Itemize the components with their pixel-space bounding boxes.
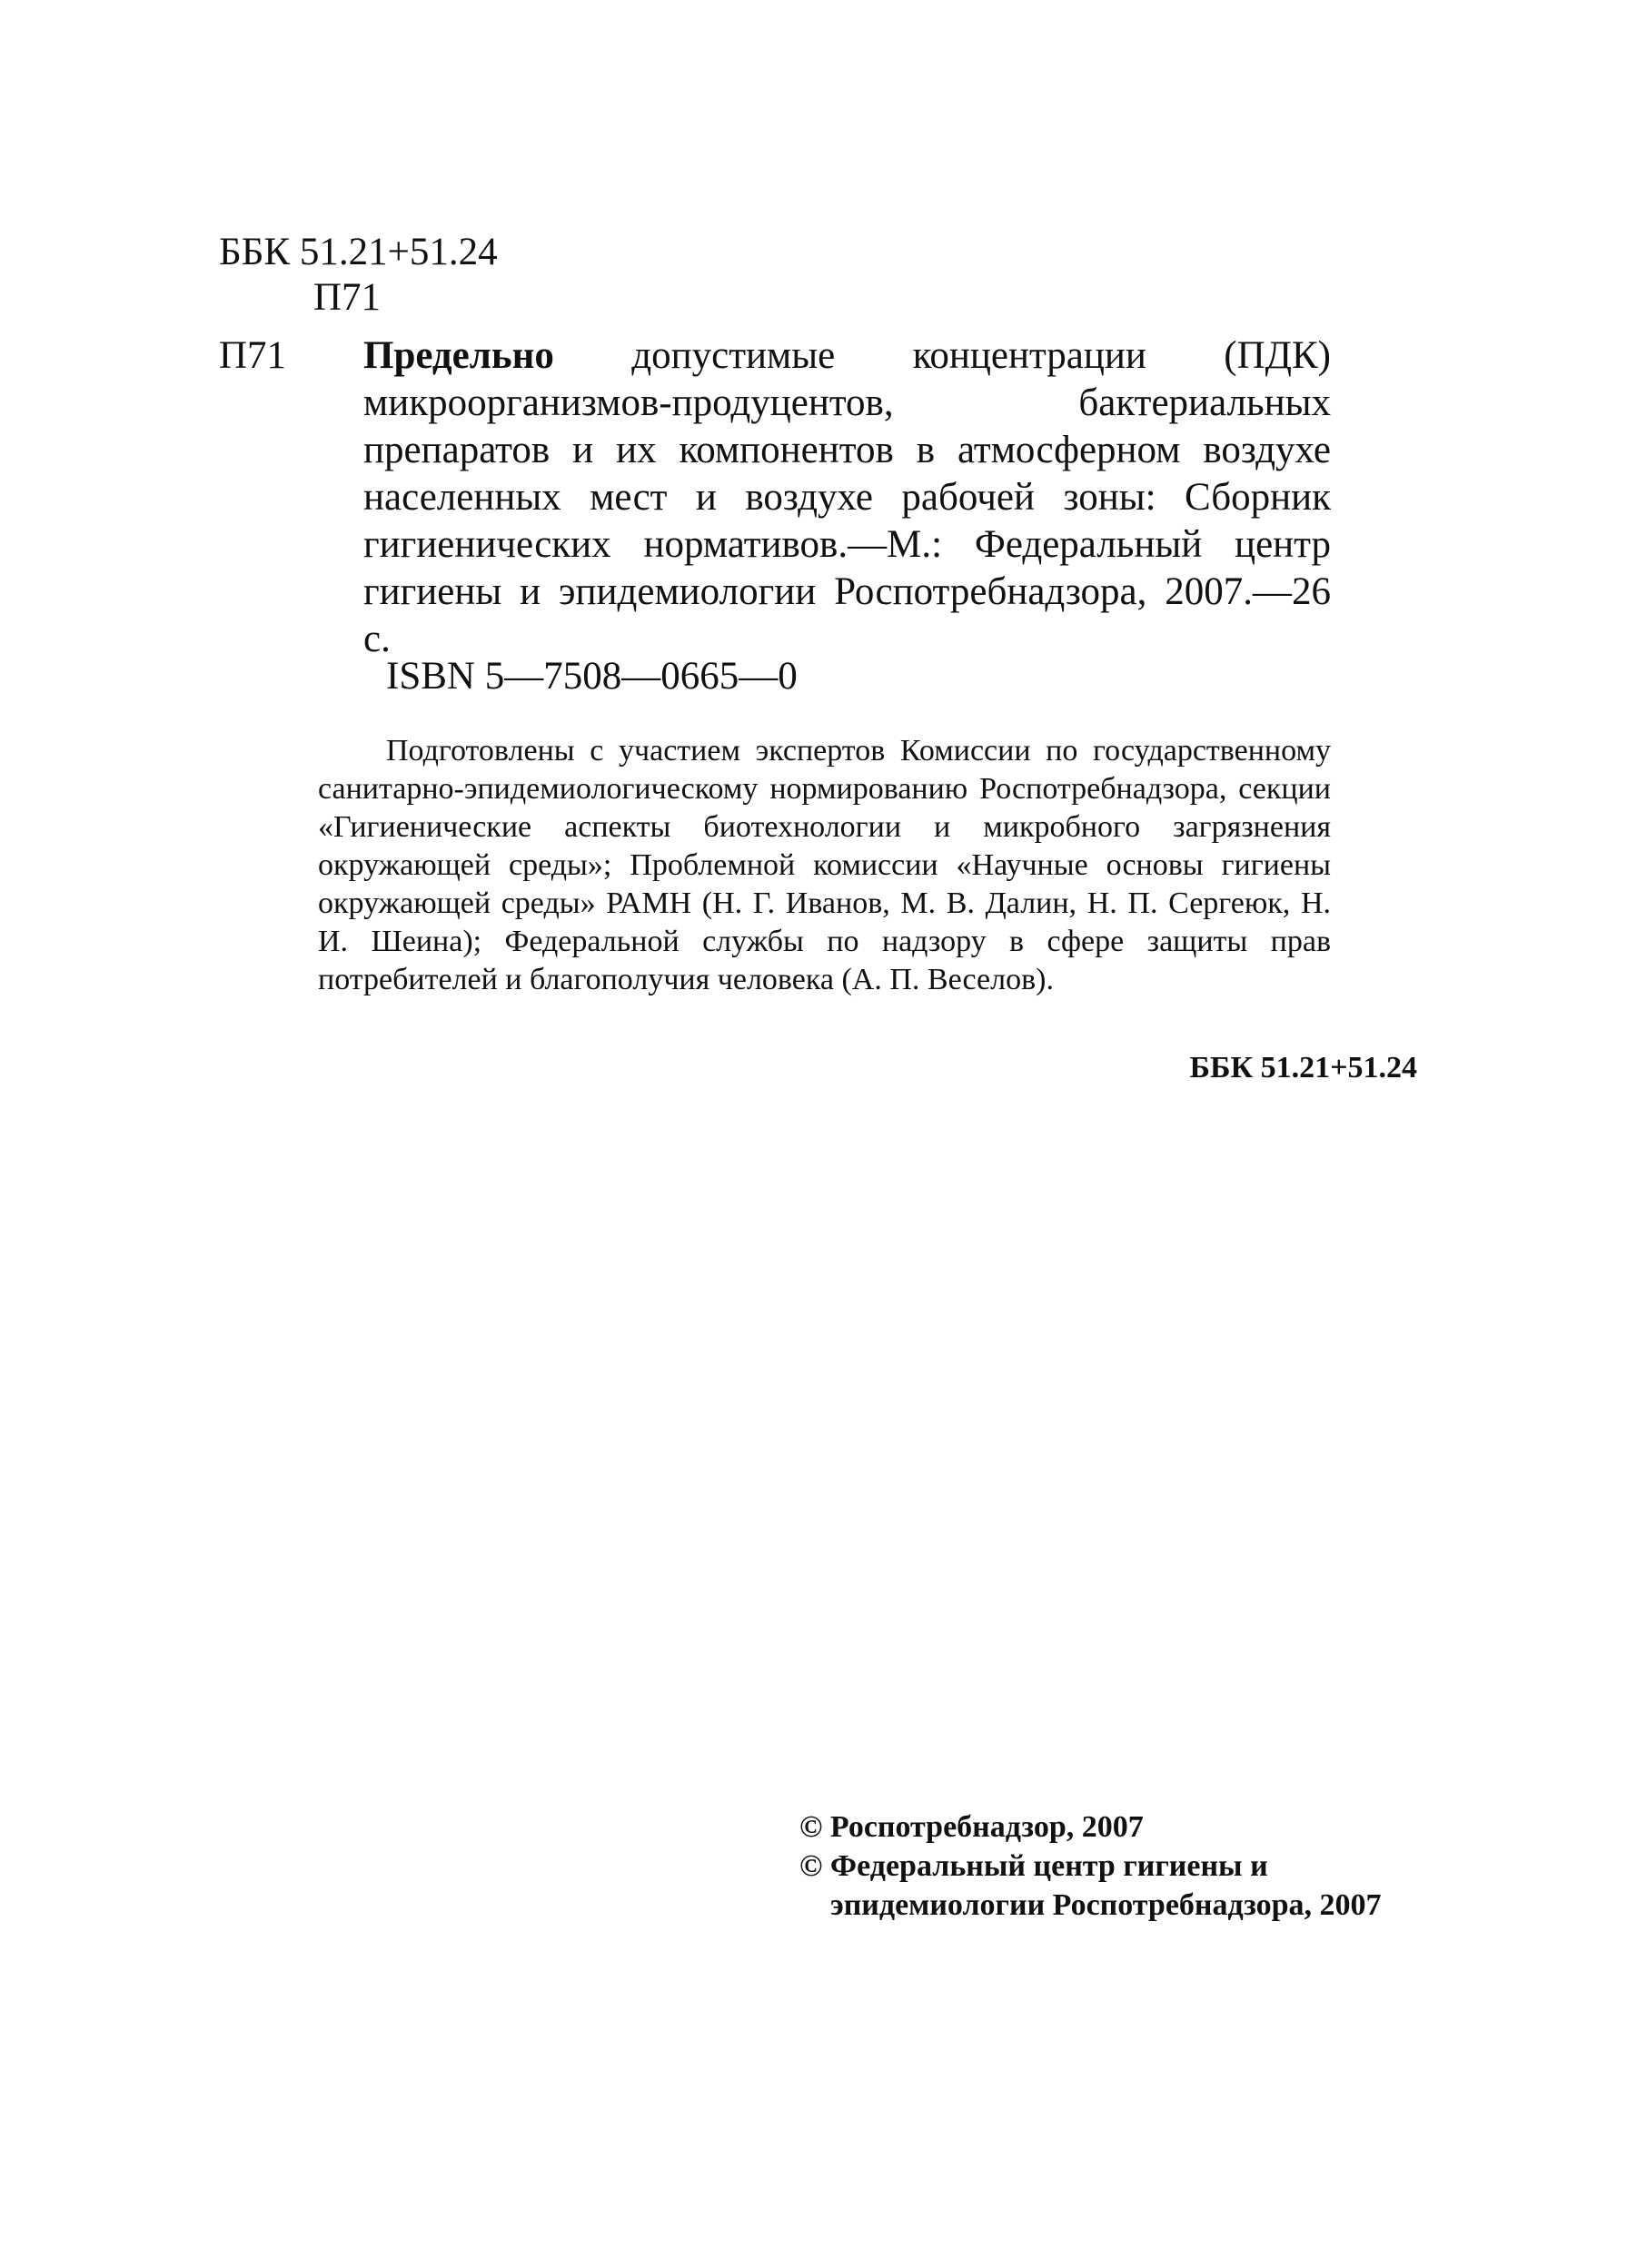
bbk-classification-top: ББК 51.21+51.24 <box>219 231 498 273</box>
copyright-block <box>799 1807 1435 1925</box>
bbk-classification-bottom: ББК 51.21+51.24 <box>1189 1051 1417 1084</box>
copyright-line-2: © Федеральный центр гигиены и <box>799 1849 1268 1883</box>
copyright-line-1: © Роспотребнадзор, 2007 <box>799 1810 1144 1844</box>
author-code-entry: П71 <box>219 334 287 377</box>
title-lead-word: Предельно <box>363 334 554 377</box>
prepared-note: Подготовлены с участием экспертов Комиссии по государственному санитарно-эпидемиологическому нормированию Роспотребнадзора, секции «Гигиенические аспекты биотехнологии и микробного загрязнения окружающей среды»; Проблемной комиссии «Научные основы гигиены окружающей среды» РАМН (Н. Г. Иванов, М. В. Далин, Н. П. Сергеюк, Н. И. Шеина); Федеральной службы по надзору в сфере защиты прав потребителей и благополучия человека (А. П. Веселов). <box>318 734 1331 996</box>
author-code-top: П71 <box>313 276 382 319</box>
description-text: допустимые концентрации (ПДК) микроорганизмов-продуцентов, бактериальных препаратов и их компонентов в атмосферном воздухе населенных мест и воздухе рабочей зоны: Сборник гигиенических нормативов.—М.: Федеральный центр гигиены и эпидемиологии Роспотребнадзора, 2007.—26 с. <box>363 334 1331 660</box>
isbn: ISBN 5—7508—0665—0 <box>386 655 798 698</box>
bibliographic-description <box>363 332 1331 663</box>
copyright-line-3: эпидемиологии Роспотребнадзора, 2007 <box>830 1888 1382 1922</box>
